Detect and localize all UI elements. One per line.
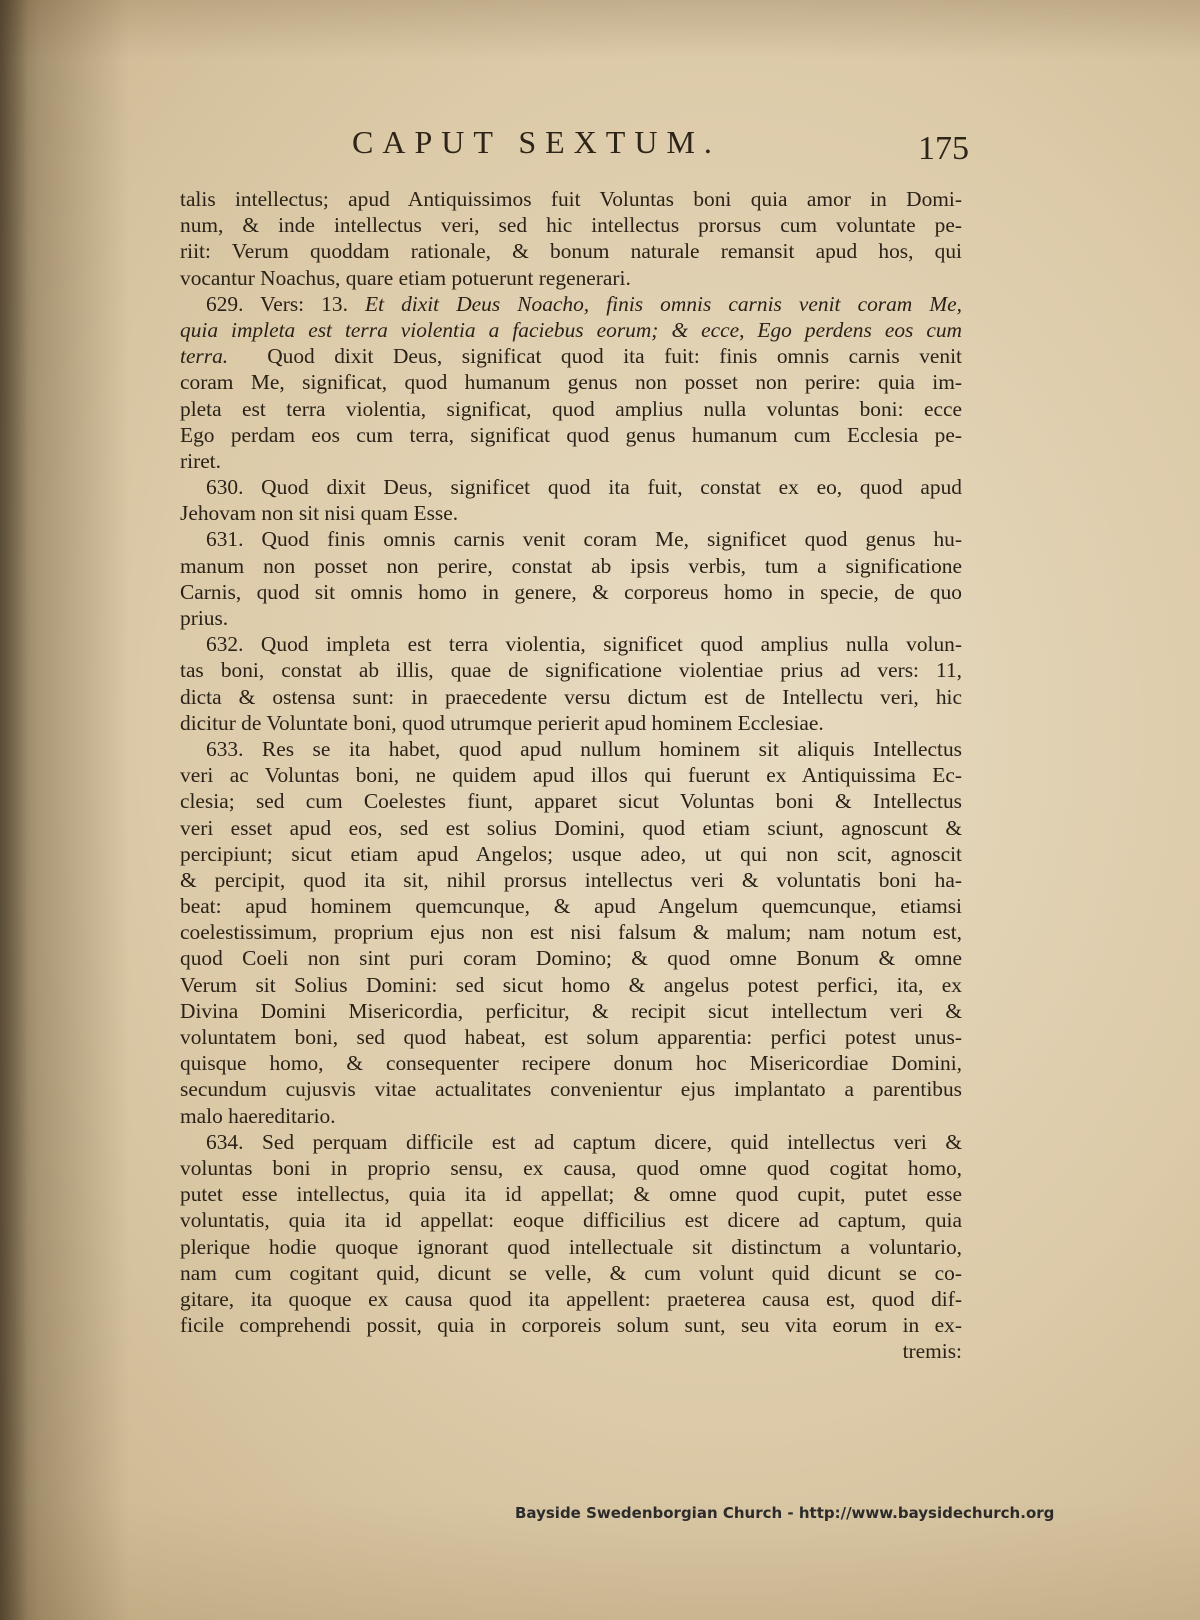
text-line: Jehovam non sit nisi quam Esse. [180,501,459,526]
text-line: plerique hodie quoque ignorant quod intellectuale sit distinctum a voluntario, [180,1234,962,1259]
text-line: Ego perdam eos cum terra, significat quod genus humanum cum Ecclesia pe- [180,422,962,447]
text-line: veri esset apud eos, sed est solius Domini, quod etiam sciunt, agnoscunt & [180,815,962,840]
paragraph-630-start: 630. Quod dixit Deus, significet quod ita fuit, constat ex eo, quod apud [206,475,962,500]
text-segment: Quod dixit Deus, significat quod ita fuit: finis omnis carnis venit [267,344,962,369]
text-line: dicta & ostensa sunt: in praecedente versu dictum est de Intellectu veri, hic [180,684,962,709]
text-line: num, & inde intellectus veri, sed hic intellectus prorsus cum voluntate pe- [180,213,962,238]
paragraph-633-start: 633. Res se ita habet, quod apud nullum hominem sit aliquis Intellectus [206,736,962,761]
text-line: veri ac Voluntas boni, ne quidem apud illos qui fuerunt ex Antiquissima Ec- [180,763,962,788]
text-line: vocantur Noachus, quare etiam potuerunt regenerari. [180,265,631,290]
paragraph-631-start: 631. Quod finis omnis carnis venit coram Me, significet quod genus hu- [206,527,962,552]
spine-shadow [0,0,28,1620]
text-line: riit: Verum quoddam rationale, & bonum naturale remansit apud hos, qui [180,239,962,264]
page-number: 175 [918,130,969,167]
verse-reference: 629. Vers: 13. [206,291,348,316]
text-line: voluntas boni in proprio sensu, ex causa, quod omne quod cogitat homo, [180,1155,962,1180]
text-line: manum non posset non perire, constat ab ipsis verbis, tum a significatione [180,553,962,578]
text-line: malo haereditario. [180,1103,336,1128]
text-line: voluntatem boni, sed quod habeat, est solum apparentia: perfici potest unus- [180,1025,962,1049]
text-line: & percipit, quod ita sit, nihil prorsus intellectus veri & voluntatis boni ha- [180,867,962,892]
text-line: talis intellectus; apud Antiquissimos fuit Voluntas boni quia amor in Domi- [180,187,962,211]
body-text [180,186,962,1364]
text-line: Verum sit Solius Domini: sed sicut homo & angelus potest perfici, ita, ex [180,972,962,997]
text-line: pleta est terra violentia, significat, quod amplius nulla voluntas boni: ecce [180,396,962,421]
text-line: coelestissimum, proprium ejus non est nisi falsum & malum; nam notum est, [180,920,962,945]
text-line: dicitur de Voluntate boni, quod utrumque perierit apud hominem Ecclesiae. [180,710,824,735]
text-line: Divina Domini Misericordia, perficitur, & recipit sicut intellectum veri & [180,998,962,1023]
text-line: secundum cujusvis vitae actualitates convenientur ejus implantato a parentibus [180,1077,962,1102]
text-line [180,343,962,369]
paragraph-634-start: 634. Sed perquam difficile est ad captum dicere, quid intellectus veri & [206,1129,962,1154]
text-line: quisque homo, & consequenter recipere donum hoc Misericordiae Domini, [180,1051,962,1076]
footer-credit: Bayside Swedenborgian Church - http://www.baysidechurch.org [515,1504,1055,1522]
scripture-quote-line: quia impleta est terra violentia a faciebus eorum; & ecce, Ego perdens eos cum [180,317,962,342]
scripture-quote-end: terra. [180,344,229,369]
running-head: CAPUT SEXTUM. [352,124,721,160]
text-line: gitare, ita quoque ex causa quod ita appellent: praeterea causa est, quod dif- [180,1286,962,1311]
paragraph-629-line [180,291,962,317]
text-line: voluntatis, quia ita id appellat: eoque difficilius est dicere ad captum, quia [180,1208,962,1233]
scripture-quote: Et dixit Deus Noacho, finis omnis carnis venit coram Me, [365,291,962,316]
text-line: percipiunt; sicut etiam apud Angelos; usque adeo, ut qui non scit, agnoscit [180,841,962,866]
catchword-line: tremis: [902,1339,962,1364]
text-line: ficile comprehendi possit, quia in corporeis solum sunt, seu vita eorum in ex- [180,1313,962,1338]
text-line: Carnis, quod sit omnis homo in genere, & corporeus homo in specie, de quo [180,579,962,604]
text-line: prius. [180,606,229,630]
text-line: beat: apud hominem quemcunque, & apud Angelum quemcunque, etiamsi [180,894,962,919]
text-line: riret. [180,448,221,473]
text-line: coram Me, significat, quod humanum genus non posset non perire: quia im- [180,370,962,395]
paragraph-632-start: 632. Quod impleta est terra violentia, significet quod amplius nulla volun- [206,632,962,657]
text-line: nam cum cogitant quid, dicunt se velle, & cum volunt quid dicunt se co- [180,1260,962,1285]
text-line: putet esse intellectus, quia ita id appellat; & omne quod cupit, putet esse [180,1182,962,1207]
text-line: tas boni, constat ab illis, quae de significatione violentiae prius ad vers: 11, [180,658,962,683]
text-line: quod Coeli non sint puri coram Domino; & quod omne Bonum & omne [180,946,962,971]
text-line: clesia; sed cum Coelestes fiunt, apparet sicut Voluntas boni & Intellectus [180,789,962,814]
